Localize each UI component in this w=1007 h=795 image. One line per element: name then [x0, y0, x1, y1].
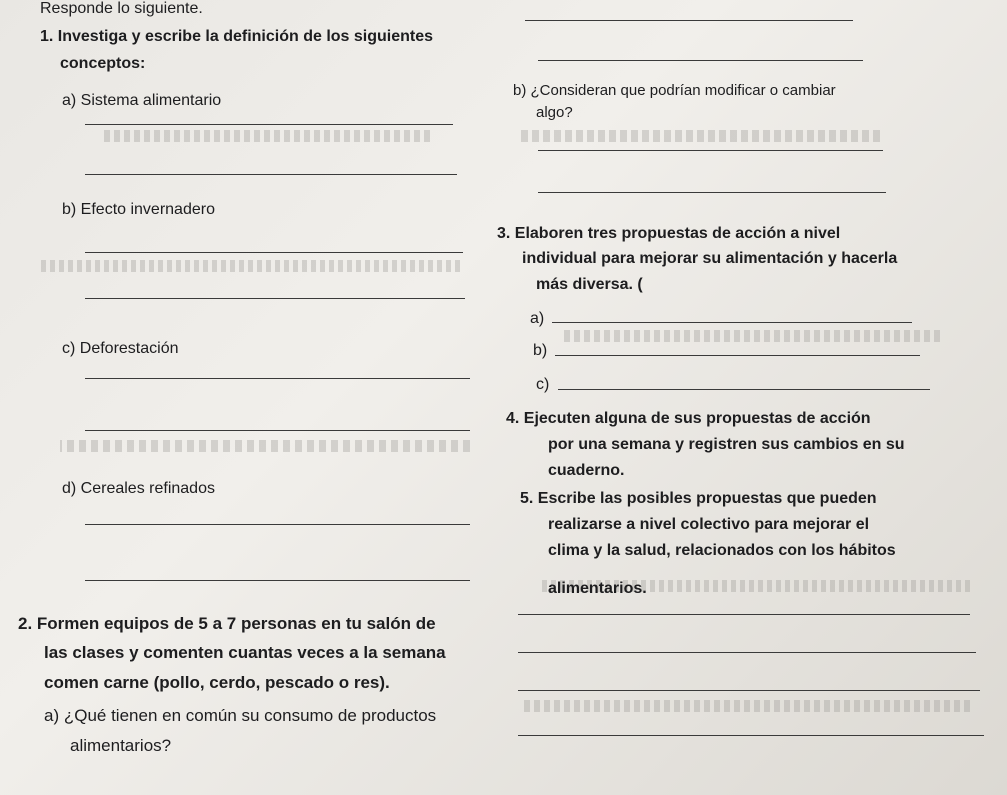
q5-answer-line[interactable] [518, 614, 970, 615]
q2a-label-cont: alimentarios? [70, 736, 172, 755]
page-instruction: Responde lo siguiente. [40, 0, 203, 17]
q1c-answer-line[interactable] [85, 430, 470, 431]
q1a-label: a) Sistema alimentario [62, 92, 222, 109]
q2a-label: a) ¿Qué tienen en común su consumo de productos [44, 706, 437, 725]
bleed-through-texture [40, 260, 460, 272]
q4-title-cont: por una semana y registren sus cambios en su [548, 436, 905, 453]
q2-title-cont: las clases y comenten cuantas veces a la semana [44, 643, 446, 662]
q5-answer-line[interactable] [518, 690, 980, 691]
q4-title-cont: cuaderno. [548, 462, 625, 479]
q1d-label: d) Cereales refinados [62, 480, 215, 497]
q5-title-cont: clima y la salud, relacionados con los hábitos [548, 542, 896, 559]
q2-title-cont: comen carne (pollo, cerdo, pescado o res). [44, 673, 390, 692]
right-b-answer-line[interactable] [538, 150, 883, 151]
bleed-through-texture [60, 440, 470, 452]
q3-title: 3. Elaboren tres propuestas de acción a nivel [497, 225, 841, 242]
q1b-answer-line[interactable] [85, 252, 463, 253]
right-b-question: b) ¿Consideran que podrían modificar o cambiar [513, 82, 836, 99]
answer-line[interactable] [525, 20, 853, 21]
q5-answer-line[interactable] [518, 652, 976, 653]
q1b-label: b) Efecto invernadero [62, 201, 215, 218]
q3c-answer-line[interactable] [558, 389, 930, 390]
q3-title-cont: más diversa. ( [536, 276, 643, 293]
q1d-answer-line[interactable] [85, 524, 470, 525]
right-b-answer-line[interactable] [538, 192, 886, 193]
q1b-answer-line[interactable] [85, 298, 465, 299]
q1-title: 1. Investiga y escribe la definición de los siguientes [40, 28, 434, 45]
q3b-label: b) [533, 342, 548, 359]
q5-title-cont: alimentarios. [548, 580, 647, 597]
bleed-through-texture [520, 130, 880, 142]
q5-title: 5. Escribe las posibles propuestas que pueden [520, 490, 877, 507]
q1a-answer-line[interactable] [85, 174, 457, 175]
q1a-answer-line[interactable] [85, 124, 453, 125]
q1c-label: c) Deforestación [62, 340, 179, 357]
q1d-answer-line[interactable] [85, 580, 470, 581]
q3c-label: c) [536, 376, 550, 393]
q5-title-cont: realizarse a nivel colectivo para mejorar el [548, 516, 870, 533]
q3a-answer-line[interactable] [552, 322, 912, 323]
bleed-through-texture [520, 700, 970, 712]
q2-title: 2. Formen equipos de 5 a 7 personas en tu salón de [18, 614, 436, 633]
bleed-through-texture [560, 330, 940, 342]
q3a-label: a) [530, 310, 545, 327]
right-b-question-cont: algo? [536, 104, 573, 121]
q5-answer-line[interactable] [518, 735, 984, 736]
bleed-through-texture [100, 130, 430, 142]
q1c-answer-line[interactable] [85, 378, 470, 379]
q3-title-cont: individual para mejorar su alimentación y hacerla [522, 250, 898, 267]
q4-title: 4. Ejecuten alguna de sus propuestas de acción [506, 410, 871, 427]
answer-line[interactable] [538, 60, 863, 61]
q1-title-cont: conceptos: [60, 55, 146, 72]
q3b-answer-line[interactable] [555, 355, 920, 356]
